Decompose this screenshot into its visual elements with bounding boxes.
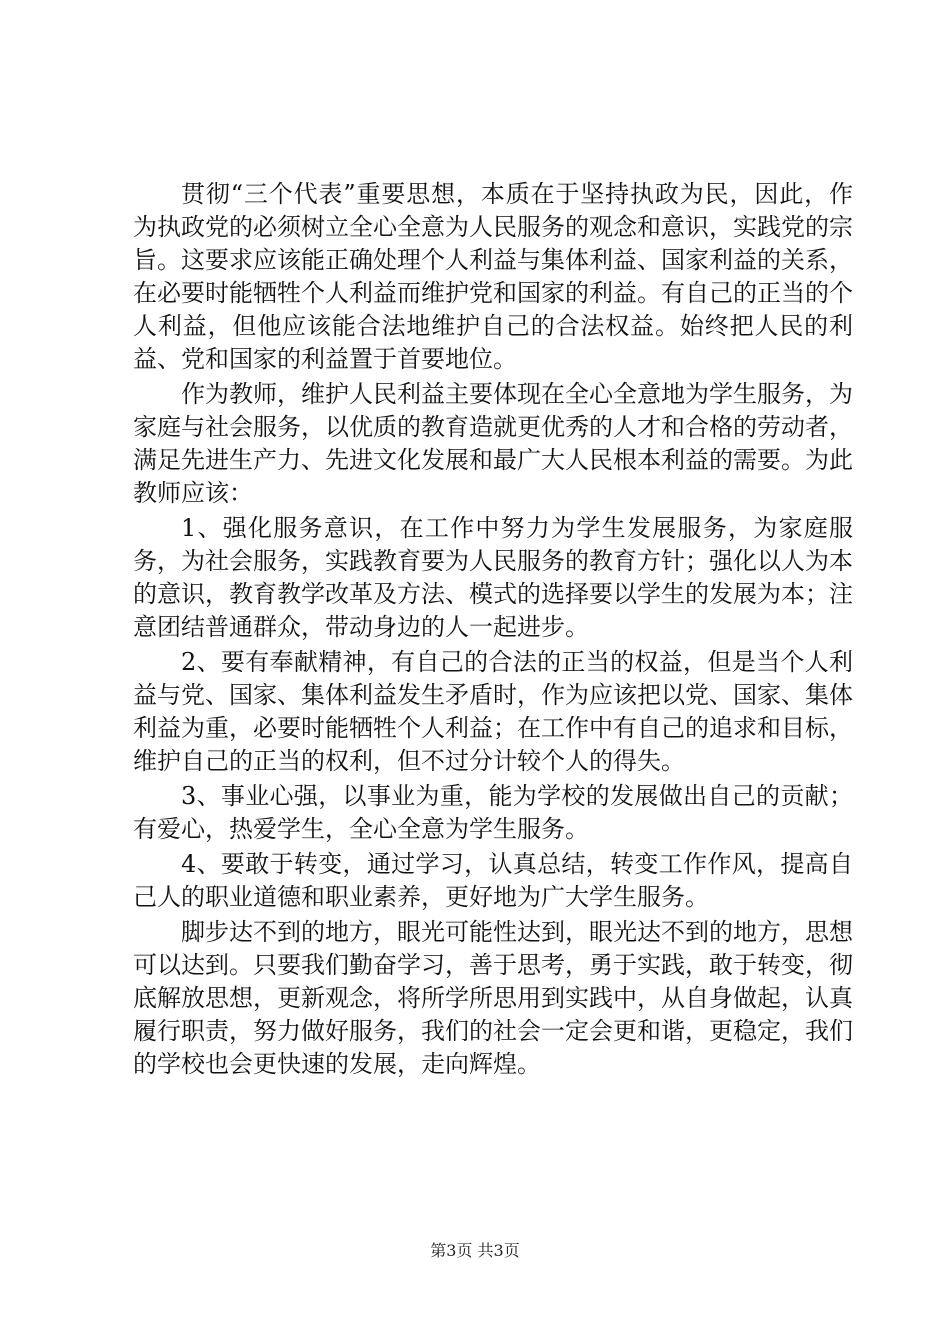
paragraph-7: 脚步达不到的地方，眼光可能性达到，眼光达不到的地方，思想可以达到。只要我们勤奋学习，善于思考，勇于实践，敢于转变，彻底解放思想，更新观念，将所学所思用到实践中，从自身做起，认真履行职责，努力做好服务，我们的社会一定会更和谐，更稳定，我们的学校也会更快速的发展，走向辉煌。 (133, 918, 853, 1078)
paragraph-1: 贯彻“三个代表”重要思想，本质在于坚持执政为民，因此，作为执政党的必须树立全心全意为人民服务的观念和意识，实践党的宗旨。这要求应该能正确处理个人利益与集体利益、国家利益的关系，在必要时能牺牲个人利益而维护党和国家的利益。有自己的正当的个人利益，但他应该能合法地维护自己的合法权益。始终把人民的利益、党和国家的利益置于首要地位。 (133, 180, 853, 373)
paragraph-2: 作为教师，维护人民利益主要体现在全心全意地为学生服务，为家庭与社会服务，以优质的教育造就更优秀的人才和合格的劳动者，满足先进生产力、先进文化发展和最广大人民根本利益的需要。为此教师应该： (133, 380, 853, 507)
page-number-label: 第3页 共3页 (430, 1241, 520, 1260)
document-body (133, 178, 853, 1081)
paragraph-5: 3、事业心强，以事业为重，能为学校的发展做出自己的贡献；有爱心，热爱学生，全心全意为学生服务。 (133, 782, 853, 843)
paragraph-3: 1、强化服务意识，在工作中努力为学生发展服务，为家庭服务，为社会服务，实践教育要为人民服务的教育方针；强化以人为本的意识，教育教学改革及方法、模式的选择要以学生的发展为本；注意团结普通群众，带动身边的人一起进步。 (133, 514, 853, 641)
paragraph-6: 4、要敢于转变，通过学习，认真总结，转变工作作风，提高自己人的职业道德和职业素养，更好地为广大学生服务。 (133, 850, 853, 911)
page-footer (0, 1240, 950, 1262)
paragraph-4: 2、要有奉献精神，有自己的合法的正当的权益，但是当个人利益与党、国家、集体利益发生矛盾时，作为应该把以党、国家、集体利益为重，必要时能牺牲个人利益；在工作中有自己的追求和目标，维护自己的正当的权利，但不过分计较个人的得失。 (133, 648, 853, 775)
